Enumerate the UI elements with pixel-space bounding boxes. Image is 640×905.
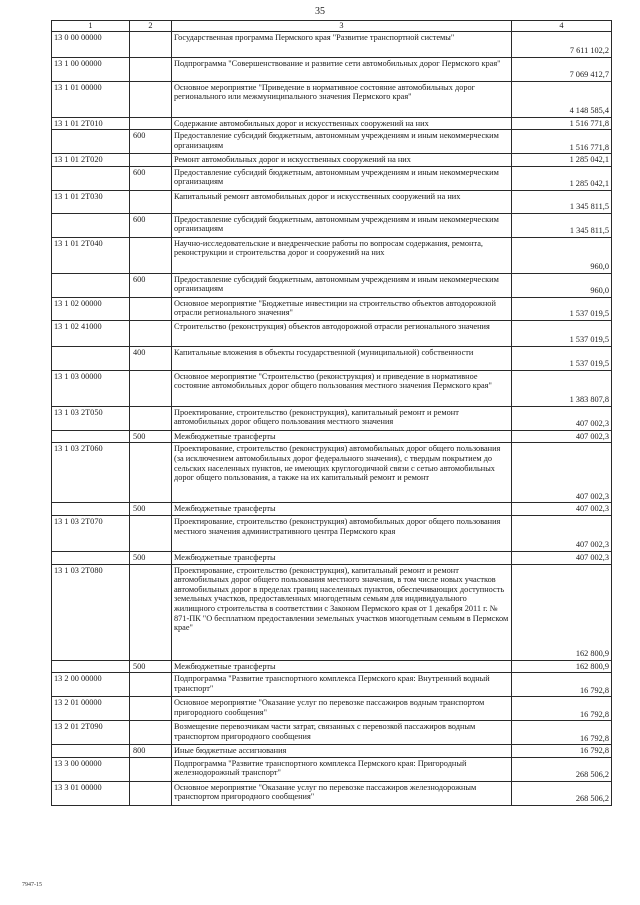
row-expense-type: 400 bbox=[130, 346, 172, 370]
row-name: Возмещение перевозчикам части затрат, связанных с перевозкой пассажиров водным транспортом пригородного сообщения bbox=[172, 721, 512, 745]
row-name: Подпрограмма "Развитие транспортного комплекса Пермского края: Внутренний водный транспорт" bbox=[172, 673, 512, 697]
row-code: 13 1 02 00000 bbox=[52, 297, 130, 320]
table-row bbox=[52, 660, 612, 673]
row-code: 13 2 01 2Т090 bbox=[52, 721, 130, 745]
row-amount: 16 792,8 bbox=[512, 721, 612, 745]
table-row bbox=[52, 320, 612, 346]
row-code: 13 3 01 00000 bbox=[52, 781, 130, 805]
row-name: Межбюджетные трансферты bbox=[172, 551, 512, 564]
header-col-1: 1 bbox=[52, 21, 130, 32]
row-code: 13 1 02 41000 bbox=[52, 320, 130, 346]
table-row bbox=[52, 503, 612, 516]
row-expense-type bbox=[130, 515, 172, 551]
row-amount: 407 002,3 bbox=[512, 443, 612, 503]
table-row bbox=[52, 237, 612, 273]
row-name: Строительство (реконструкция) объектов автодорожной отрасли регионального значения bbox=[172, 320, 512, 346]
row-expense-type bbox=[130, 297, 172, 320]
table-row bbox=[52, 57, 612, 81]
row-amount: 960,0 bbox=[512, 237, 612, 273]
row-name: Основное мероприятие "Строительство (реконструкция) и приведение в нормативное состояние автомобильных дорог общего пользования местного значения Пермского края" bbox=[172, 370, 512, 406]
table-row bbox=[52, 781, 612, 805]
row-expense-type bbox=[130, 31, 172, 57]
row-code: 13 1 03 2Т070 bbox=[52, 515, 130, 551]
header-col-3: 3 bbox=[172, 21, 512, 32]
row-name: Капитальный ремонт автомобильных дорог и искусственных сооружений на них bbox=[172, 190, 512, 213]
row-name: Ремонт автомобильных дорог и искусственных сооружений на них bbox=[172, 154, 512, 167]
row-expense-type bbox=[130, 757, 172, 781]
row-name: Проектирование, строительство (реконструкция) автомобильных дорог общего пользования (за исключением автомобильных дорог федерального значения), с твердым покрытием до сельских населенных пунктов, не имеющих круглогодичной связи с сетью автомобильных дорог общего пользования, а также на их капитальный ремонт и ремонт bbox=[172, 443, 512, 503]
table-row bbox=[52, 515, 612, 551]
row-expense-type bbox=[130, 237, 172, 273]
row-amount: 7 611 102,2 bbox=[512, 31, 612, 57]
row-expense-type: 600 bbox=[130, 213, 172, 237]
row-expense-type bbox=[130, 443, 172, 503]
table-row bbox=[52, 430, 612, 443]
row-code: 13 1 00 00000 bbox=[52, 57, 130, 81]
table-row bbox=[52, 346, 612, 370]
header-col-4: 4 bbox=[512, 21, 612, 32]
table-row bbox=[52, 81, 612, 117]
row-name: Межбюджетные трансферты bbox=[172, 430, 512, 443]
row-expense-type: 500 bbox=[130, 430, 172, 443]
row-name: Основное мероприятие "Приведение в нормативное состояние автомобильных дорог регионального или межмуниципального значения Пермского края" bbox=[172, 81, 512, 117]
table-row bbox=[52, 551, 612, 564]
row-amount: 16 792,8 bbox=[512, 673, 612, 697]
table-row bbox=[52, 297, 612, 320]
table-row bbox=[52, 745, 612, 758]
row-name: Капитальные вложения в объекты государственной (муниципальной) собственности bbox=[172, 346, 512, 370]
row-expense-type bbox=[130, 697, 172, 721]
table-row bbox=[52, 213, 612, 237]
row-code bbox=[52, 346, 130, 370]
header-col-2: 2 bbox=[130, 21, 172, 32]
row-code: 13 1 03 00000 bbox=[52, 370, 130, 406]
page-number: 35 bbox=[315, 6, 325, 17]
row-amount: 268 506,2 bbox=[512, 757, 612, 781]
row-expense-type bbox=[130, 673, 172, 697]
row-code: 13 1 03 2Т050 bbox=[52, 406, 130, 430]
row-code bbox=[52, 551, 130, 564]
row-expense-type bbox=[130, 370, 172, 406]
table-row bbox=[52, 721, 612, 745]
row-amount: 407 002,3 bbox=[512, 551, 612, 564]
row-code: 13 1 03 2Т080 bbox=[52, 564, 130, 660]
table-row bbox=[52, 370, 612, 406]
table-body bbox=[52, 31, 612, 805]
row-name: Предоставление субсидий бюджетным, автономным учреждениям и иным некоммерческим организациям bbox=[172, 273, 512, 297]
row-amount: 407 002,3 bbox=[512, 515, 612, 551]
row-name: Основное мероприятие "Бюджетные инвестиции на строительство объектов автодорожной отрасли регионального значения" bbox=[172, 297, 512, 320]
row-expense-type bbox=[130, 117, 172, 130]
table-header bbox=[52, 21, 612, 32]
row-name: Государственная программа Пермского края "Развитие транспортной системы" bbox=[172, 31, 512, 57]
table-row bbox=[52, 673, 612, 697]
row-amount: 1 516 771,8 bbox=[512, 130, 612, 154]
row-code: 13 3 00 00000 bbox=[52, 757, 130, 781]
table-row bbox=[52, 697, 612, 721]
row-name: Предоставление субсидий бюджетным, автономным учреждениям и иным некоммерческим организациям bbox=[172, 130, 512, 154]
row-name: Подпрограмма "Развитие транспортного комплекса Пермского края: Пригородный железнодорожный транспорт" bbox=[172, 757, 512, 781]
row-code: 13 1 01 2Т030 bbox=[52, 190, 130, 213]
table-row bbox=[52, 190, 612, 213]
row-name: Проектирование, строительство (реконструкция) автомобильных дорог общего пользования местного значения административного центра Пермского края bbox=[172, 515, 512, 551]
row-code: 13 1 01 2Т040 bbox=[52, 237, 130, 273]
row-amount: 1 537 019,5 bbox=[512, 320, 612, 346]
row-amount: 1 285 042,1 bbox=[512, 166, 612, 190]
table-row bbox=[52, 166, 612, 190]
row-amount: 16 792,8 bbox=[512, 697, 612, 721]
row-code: 13 1 03 2Т060 bbox=[52, 443, 130, 503]
budget-table bbox=[51, 20, 612, 806]
row-expense-type: 800 bbox=[130, 745, 172, 758]
row-amount: 1 516 771,8 bbox=[512, 117, 612, 130]
row-code bbox=[52, 745, 130, 758]
row-code: 13 1 01 2Т020 bbox=[52, 154, 130, 167]
row-expense-type: 600 bbox=[130, 273, 172, 297]
row-code bbox=[52, 503, 130, 516]
row-name: Научно-исследовательские и внедренческие работы по вопросам содержания, ремонта, реконструкции и строительства дорог и сооружений на них bbox=[172, 237, 512, 273]
row-name: Содержание автомобильных дорог и искусственных сооружений на них bbox=[172, 117, 512, 130]
row-expense-type: 500 bbox=[130, 503, 172, 516]
table-row bbox=[52, 564, 612, 660]
row-amount: 960,0 bbox=[512, 273, 612, 297]
row-name: Предоставление субсидий бюджетным, автономным учреждениям и иным некоммерческим организациям bbox=[172, 166, 512, 190]
row-code bbox=[52, 130, 130, 154]
row-amount: 407 002,3 bbox=[512, 430, 612, 443]
row-name: Проектирование, строительство (реконструкция), капитальный ремонт и ремонт автомобильных дорог общего пользования местного значения bbox=[172, 406, 512, 430]
table-row bbox=[52, 130, 612, 154]
row-code: 13 2 01 00000 bbox=[52, 697, 130, 721]
row-expense-type bbox=[130, 781, 172, 805]
row-name: Межбюджетные трансферты bbox=[172, 503, 512, 516]
row-amount: 4 148 585,4 bbox=[512, 81, 612, 117]
row-code: 13 1 01 2Т010 bbox=[52, 117, 130, 130]
row-code: 13 1 01 00000 bbox=[52, 81, 130, 117]
row-expense-type: 600 bbox=[130, 130, 172, 154]
row-expense-type: 600 bbox=[130, 166, 172, 190]
table-row bbox=[52, 443, 612, 503]
row-amount: 407 002,3 bbox=[512, 406, 612, 430]
row-expense-type bbox=[130, 320, 172, 346]
row-amount: 1 383 807,8 bbox=[512, 370, 612, 406]
row-amount: 162 800,9 bbox=[512, 660, 612, 673]
table-row bbox=[52, 154, 612, 167]
table-row bbox=[52, 757, 612, 781]
row-code: 13 2 00 00000 bbox=[52, 673, 130, 697]
row-expense-type bbox=[130, 190, 172, 213]
row-code: 13 0 00 00000 bbox=[52, 31, 130, 57]
row-amount: 1 345 811,5 bbox=[512, 213, 612, 237]
row-amount: 407 002,3 bbox=[512, 503, 612, 516]
row-code bbox=[52, 430, 130, 443]
row-expense-type bbox=[130, 81, 172, 117]
row-amount: 16 792,8 bbox=[512, 745, 612, 758]
row-name: Подпрограмма "Совершенствование и развитие сети автомобильных дорог Пермского края" bbox=[172, 57, 512, 81]
header-row bbox=[52, 21, 612, 32]
row-name: Основное мероприятие "Оказание услуг по перевозке пассажиров железнодорожным транспортом пригородного сообщения" bbox=[172, 781, 512, 805]
row-name: Иные бюджетные ассигнования bbox=[172, 745, 512, 758]
row-amount: 268 506,2 bbox=[512, 781, 612, 805]
row-amount: 1 537 019,5 bbox=[512, 346, 612, 370]
row-code bbox=[52, 660, 130, 673]
footer-note: 7947-15 bbox=[22, 882, 42, 888]
row-name: Проектирование, строительство (реконструкция), капитальный ремонт и ремонт автомобильных дорог общего пользования местного значения, в том числе новых участков автомобильных дорог в пределах границ населенных пунктов, обеспечивающих доступность земельных участков, предоставленных многодетным семьям для индивидуального жилищного строительства в соответствии с Законом Пермского края от 1 декабря 2011 г. № 871-ПК "О бесплатном предоставлении земельных участков многодетным семьям в Пермском крае" bbox=[172, 564, 512, 660]
row-code bbox=[52, 213, 130, 237]
row-expense-type bbox=[130, 57, 172, 81]
row-expense-type: 500 bbox=[130, 551, 172, 564]
row-name: Основное мероприятие "Оказание услуг по перевозке пассажиров водным транспортом пригородного сообщения" bbox=[172, 697, 512, 721]
row-amount: 1 285 042,1 bbox=[512, 154, 612, 167]
row-expense-type bbox=[130, 721, 172, 745]
row-name: Предоставление субсидий бюджетным, автономным учреждениям и иным некоммерческим организациям bbox=[172, 213, 512, 237]
table-row bbox=[52, 273, 612, 297]
row-expense-type bbox=[130, 154, 172, 167]
row-amount: 1 345 811,5 bbox=[512, 190, 612, 213]
row-code bbox=[52, 166, 130, 190]
row-expense-type bbox=[130, 564, 172, 660]
row-expense-type bbox=[130, 406, 172, 430]
row-code bbox=[52, 273, 130, 297]
row-name: Межбюджетные трансферты bbox=[172, 660, 512, 673]
table-row bbox=[52, 117, 612, 130]
budget-table-container bbox=[51, 20, 611, 806]
table-row bbox=[52, 31, 612, 57]
row-amount: 162 800,9 bbox=[512, 564, 612, 660]
row-amount: 7 069 412,7 bbox=[512, 57, 612, 81]
row-amount: 1 537 019,5 bbox=[512, 297, 612, 320]
table-row bbox=[52, 406, 612, 430]
row-expense-type: 500 bbox=[130, 660, 172, 673]
